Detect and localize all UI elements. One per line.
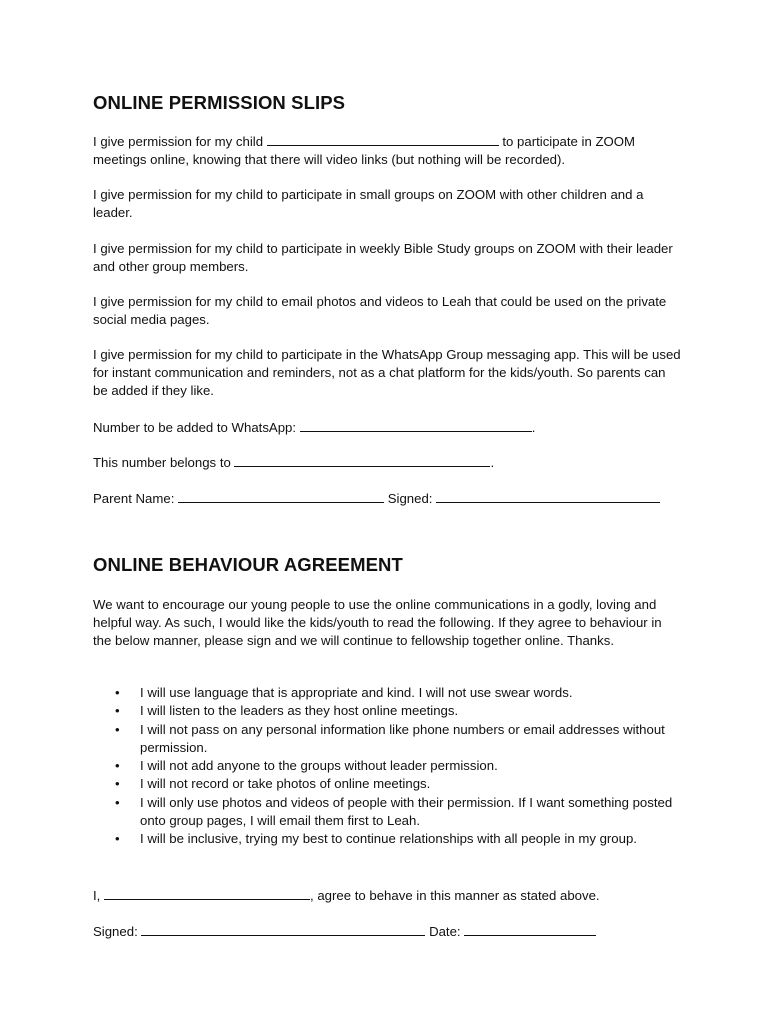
parent-name-label: Parent Name: xyxy=(93,491,175,506)
youth-signed-blank[interactable] xyxy=(141,922,425,936)
number-owner-line xyxy=(93,453,494,472)
whatsapp-period: . xyxy=(531,420,536,435)
parent-name-blank[interactable] xyxy=(178,489,384,503)
number-owner-blank[interactable] xyxy=(234,453,490,467)
parent-signed-label: Signed: xyxy=(387,491,433,506)
list-item: • I will not record or take photos of online meetings. xyxy=(93,775,683,793)
list-item: • I will not pass on any personal information like phone numbers or email addresses without permission. xyxy=(115,721,665,755)
bullet-glyph: • xyxy=(115,703,120,719)
youth-signature-line xyxy=(93,922,596,941)
list-item: • I will use language that is appropriate and kind. I will not use swear words. xyxy=(93,684,683,702)
permission-paragraph-photos: I give permission for my child to email photos and videos to Leah that could be used on the private social media pages. xyxy=(93,294,667,327)
list-item: • I will listen to the leaders as they host online meetings. xyxy=(93,702,683,720)
agreement-label-start: I, xyxy=(93,888,101,903)
whatsapp-number-line xyxy=(93,418,535,437)
bullet-glyph: • xyxy=(115,776,120,792)
parent-signed-blank[interactable] xyxy=(436,489,660,503)
agreement-line xyxy=(93,886,600,905)
youth-signed-label: Signed: xyxy=(93,924,138,939)
whatsapp-number-blank[interactable] xyxy=(300,418,532,432)
zoom-text-start: I give permission for my child xyxy=(93,134,264,149)
number-owner-label: This number belongs to xyxy=(93,455,231,470)
parent-signature-line xyxy=(93,489,660,508)
bullet-glyph: • xyxy=(115,831,120,847)
list-item: • I will not add anyone to the groups without leader permission. xyxy=(93,757,683,775)
permission-paragraph-whatsapp: I give permission for my child to participate in the WhatsApp Group messaging app. This will be used for instant communication and reminders, not as a chat platform for the kids/youth. So parents can be added if they like. xyxy=(93,347,681,398)
agreement-label-end: , agree to behave in this manner as stated above. xyxy=(310,888,600,903)
date-label: Date: xyxy=(429,924,461,939)
behaviour-rules-list xyxy=(93,684,683,849)
bullet-glyph: • xyxy=(115,721,120,737)
list-item: • I will only use photos and videos of people with their permission. If I want something posted onto group pages, I will email them first to Leah. xyxy=(115,794,673,829)
permission-paragraph-small-groups: I give permission for my child to participate in small groups on ZOOM with other children and a leader. xyxy=(93,187,644,220)
whatsapp-number-label: Number to be added to WhatsApp: xyxy=(93,420,297,435)
permission-title: ONLINE PERMISSION SLIPS xyxy=(93,92,346,113)
youth-name-blank[interactable] xyxy=(104,886,310,900)
bullet-glyph: • xyxy=(115,794,120,810)
permission-paragraph-bible-study: I give permission for my child to participate in weekly Bible Study groups on ZOOM with their leader and other group members. xyxy=(93,241,673,274)
number-owner-period: . xyxy=(490,455,495,470)
bullet-glyph: • xyxy=(115,685,120,700)
zoom-text-end: to participate in ZOOM meetings online, knowing that there will video links (but nothing will be recorded). xyxy=(93,134,636,167)
behaviour-intro: We want to encourage our young people to use the online communications in a godly, loving and helpful way. As such, I would like the kids/youth to read the following. If they agree to behaviour in the below manner, please sign and we will continue to fellowship together online. Thanks. xyxy=(93,597,662,648)
permission-paragraph-zoom xyxy=(93,132,683,169)
behaviour-title: ONLINE BEHAVIOUR AGREEMENT xyxy=(93,554,403,575)
child-name-blank[interactable] xyxy=(267,132,499,146)
bullet-glyph: • xyxy=(115,758,120,774)
date-blank[interactable] xyxy=(464,922,596,936)
list-item: • I will be inclusive, trying my best to continue relationships with all people in my group. xyxy=(93,830,683,848)
